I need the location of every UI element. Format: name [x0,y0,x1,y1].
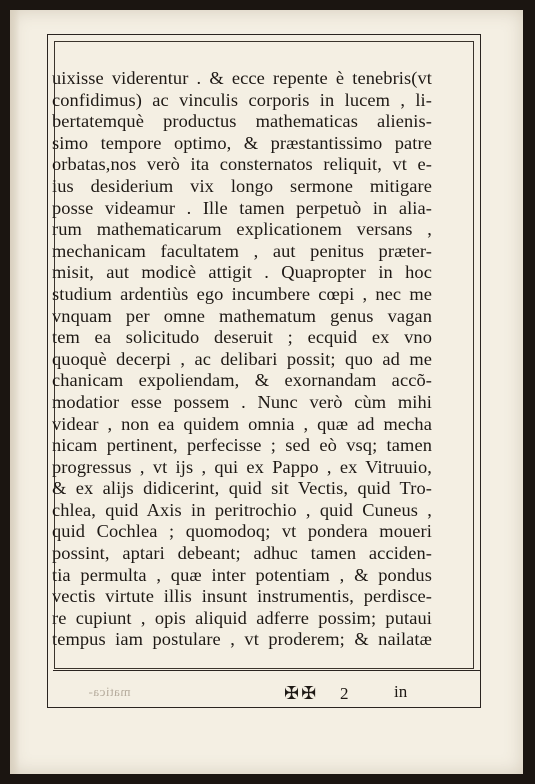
text-line: posse videamur . Ille tamen perpetuò in alia- [52,197,432,218]
text-line: possint, aptari debeant; adhuc tamen acciden- [52,543,432,564]
text-line: vectis virtute illis insunt instrumentis, perdisce- [52,586,432,607]
text-line: quid Cochlea ; quomodoq; vt pondera moueri [52,521,432,542]
page-gutter-shadow [10,10,20,774]
text-line: ius desiderium vix longo sermone mitigare [52,175,432,196]
text-line: confidimus) ac vinculis corporis in lucem , li- [52,89,432,110]
catchword: in [394,682,408,701]
text-line: tem ea solicitudo deseruit ; ecquid ex vno [52,327,432,348]
text-line: re cupiunt , opis aliquid adferre possim; putaui [52,607,432,628]
text-line: misit, aut modicè attigit . Quapropter in hoc [52,262,432,283]
text-line: chlea, quid Axis in peritrochio , quid Cuneus , [52,499,432,520]
text-line: uixisse viderentur . & ecce repente è tenebris(vt [52,68,432,88]
text-line: studium ardentiùs ego incumbere cœpi , nec me [52,283,432,304]
text-line: quoquè decerpi , ac delibari possit; quo ad me [52,348,432,369]
text-line: mechanicam facultatem , aut penitus præter- [52,240,432,261]
text-line: rum mathematicarum explicationem versans , [52,219,432,240]
page-number: 2 [340,684,349,703]
text-line: orbatas,nos verò ita consternatos reliquit, vt e- [52,154,432,175]
text-line: tia permulta , quæ inter potentiam , & pondus [52,564,432,585]
text-line: modatior esse possem . Nunc verò cùm mihi [52,391,432,412]
text-line: tempus iam postulare , vt proderem; & nailatæ [52,629,432,650]
ornament-glyph: ✠✠ [284,683,319,704]
text-line: chanicam expoliendam, & exornandam accõ- [52,370,432,391]
text-line: & ex alijs didicerint, quid sit Vectis, quid Tro- [52,478,432,499]
footer-rule [53,670,480,671]
text-line: progressus , vt ijs , qui ex Pappo , ex Vitruuio, [52,456,432,477]
bleed-through-text: matica- [88,684,131,699]
text-line: videar , non ea quidem omnia , quæ ad mecha [52,413,432,434]
text-line: vnquam per omne mathematum genus vagan [52,305,432,326]
text-line: nicam pertinent, perfecisse ; sed eò vsq; tamen [52,435,432,456]
text-line: bertatemquè productus mathematicas alienis- [52,111,432,132]
body-text [52,68,432,651]
text-line: simo tempore optimo, & præstantissimo patre [52,132,432,153]
